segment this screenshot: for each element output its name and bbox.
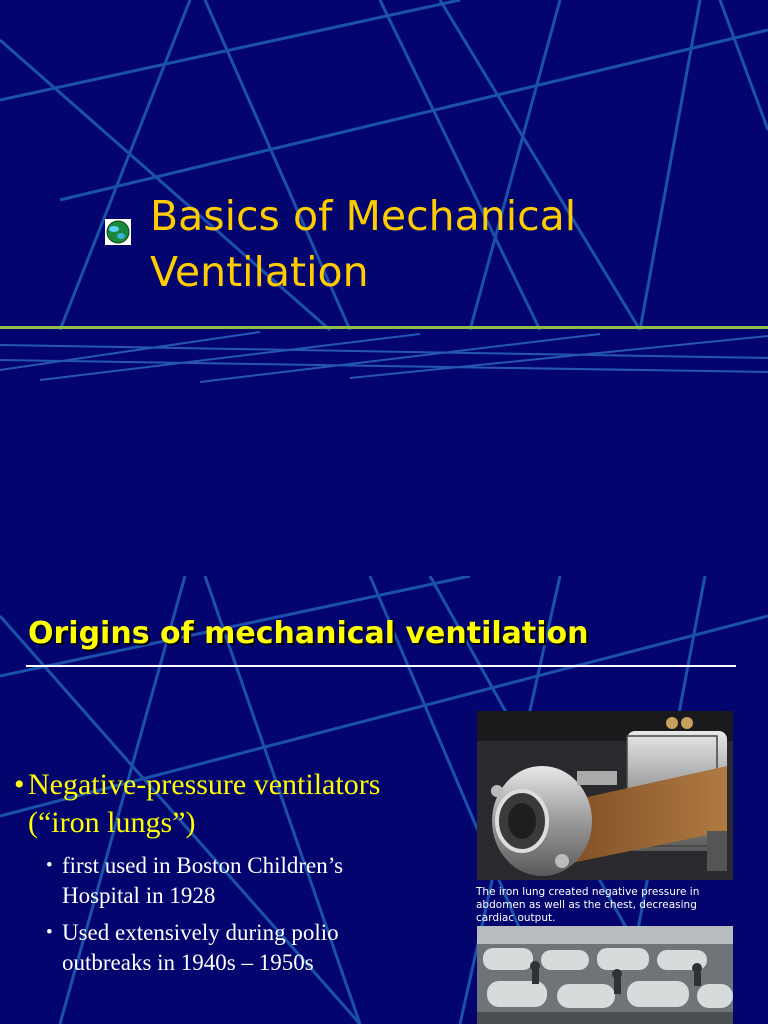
title-divider bbox=[26, 665, 736, 667]
main-bullet bbox=[14, 766, 474, 842]
origins-slide bbox=[0, 576, 768, 1024]
main-bullet-line-1: Negative-pressure ventilators bbox=[28, 768, 381, 801]
polio-ward-photo bbox=[477, 926, 733, 1024]
slide-title-line-1: Basics of Mechanical bbox=[150, 192, 577, 240]
bullet-marker: • bbox=[46, 855, 53, 876]
sub-bullet bbox=[46, 851, 466, 911]
main-bullet-line-2: (“iron lungs”) bbox=[28, 806, 196, 839]
sub-bullet-line-1: Used extensively during polio bbox=[62, 920, 339, 945]
slide-title-line-2: Ventilation bbox=[150, 248, 369, 296]
bullet-marker: • bbox=[46, 922, 53, 943]
sub-bullet-line-1: first used in Boston Children’s bbox=[62, 853, 344, 878]
sub-bullet-line-2: Hospital in 1928 bbox=[62, 883, 216, 908]
globe-bullet-icon bbox=[104, 218, 132, 246]
slide-title bbox=[150, 188, 750, 300]
photo-caption: The iron lung created negative pressure in abdomen as well as the chest, decreasing cardiac output. bbox=[476, 886, 700, 924]
bullet-marker: • bbox=[14, 768, 25, 801]
slide-title: Origins of mechanical ventilation bbox=[28, 616, 589, 651]
iron-lung-photo bbox=[477, 711, 733, 880]
sub-bullet bbox=[46, 918, 466, 978]
sub-bullet-line-2: outbreaks in 1940s – 1950s bbox=[62, 950, 314, 975]
